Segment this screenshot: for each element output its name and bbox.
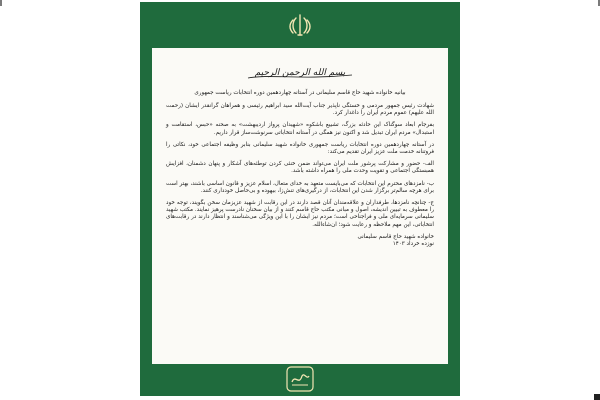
paragraph-1: شهادت رئیس جمهور مردمی و خستگی ناپذیر جناب آیت‌الله سید ابراهیم رئیسی و همراهان گرانقدر ایشان (رحمت الله علیهم) عموم مردم ایران را داغدار کرد. (166, 103, 434, 117)
paragraph-alef: الف- حضور و مشارکت پرشور ملت ایران می‌تواند ضمن خنثی کردن توطئه‌های آشکار و پنهان دشمنان، افزایش همبستگی اجتماعی و تقویت وحدت ملی را همراه داشته باشد. (166, 161, 434, 175)
bismillah-calligraphy (240, 60, 360, 82)
signature-date: نوزده خرداد ۱۴۰۳ (392, 240, 434, 247)
paragraph-2: بفرجام ابعاد سوگناک این حادثه بزرگ، تشییع باشکوه «شهیدان پرواز اردیبهشت» به صحنه «حبس، استقامت و استبدال» مردم ایران تبدیل شد و اکنون نیز همگی در آستانه انتخاباتی سرنوشت‌ساز قرار داریم. (166, 122, 434, 136)
signature-block (166, 234, 434, 248)
svg-text:بسم الله الرحمن الرحیم: بسم الله الرحمن الرحیم (254, 68, 346, 78)
paragraph-be: ب- نامزدهای محترم این انتخابات که می‌بایست متعهد به خدای متعال، اسلام عزیز و قانون اساسی باشند، بهتر است برای هرچه سالم‌تر برگزار شدن این انتخابات، از درگیری‌های تنش‌زا، بیهوده و بی‌حاصل خودداری کنند. (166, 180, 434, 194)
calligraphy-seal-icon (283, 364, 317, 394)
edge-marker-bottom (594, 394, 600, 400)
signature-name: خانواده شهید حاج قاسم سلیمانی (357, 233, 434, 240)
paragraph-3: در آستانه چهاردهمین دوره انتخابات ریاست جمهوری خانواده شهید سلیمانی بنابر وظیفه اجتماعی خود، نکاتی را فروتنانه خدمت ملت عزیز ایران تقدیم می‌کند: (166, 141, 434, 156)
letter-paper (152, 48, 448, 364)
statement-header: بیانیه خانواده شهید حاج قاسم سلیمانی در آستانه چهاردهمین دوره انتخابات ریاست جمهوری (194, 90, 406, 96)
edge-marker-left (0, 0, 2, 6)
paragraph-jim: ج- چنانچه نامزدها، طرفداران و علاقه‌مندان آنان قصد دارند در این رقابت از شهید عزیزمان سخن بگویند، توجه خود را معطوف به تبیین اندیشه، اصول و مبانی مکتب حاج قاسم کنند و از بیان سخنان نادرست پرهیز نمایند. مکتب شهید سلیمانی سرمایه‌ای ملی و فراجناحی است؛ مردم نیز ایشان را با این ویژگی می‌شناسند و انتظار دارند در رقابت‌های انتخاباتی، این مهم ملاحظه و رعایت شود؛ ان‌شاءالله. (166, 200, 434, 228)
iran-emblem-icon (285, 10, 315, 40)
